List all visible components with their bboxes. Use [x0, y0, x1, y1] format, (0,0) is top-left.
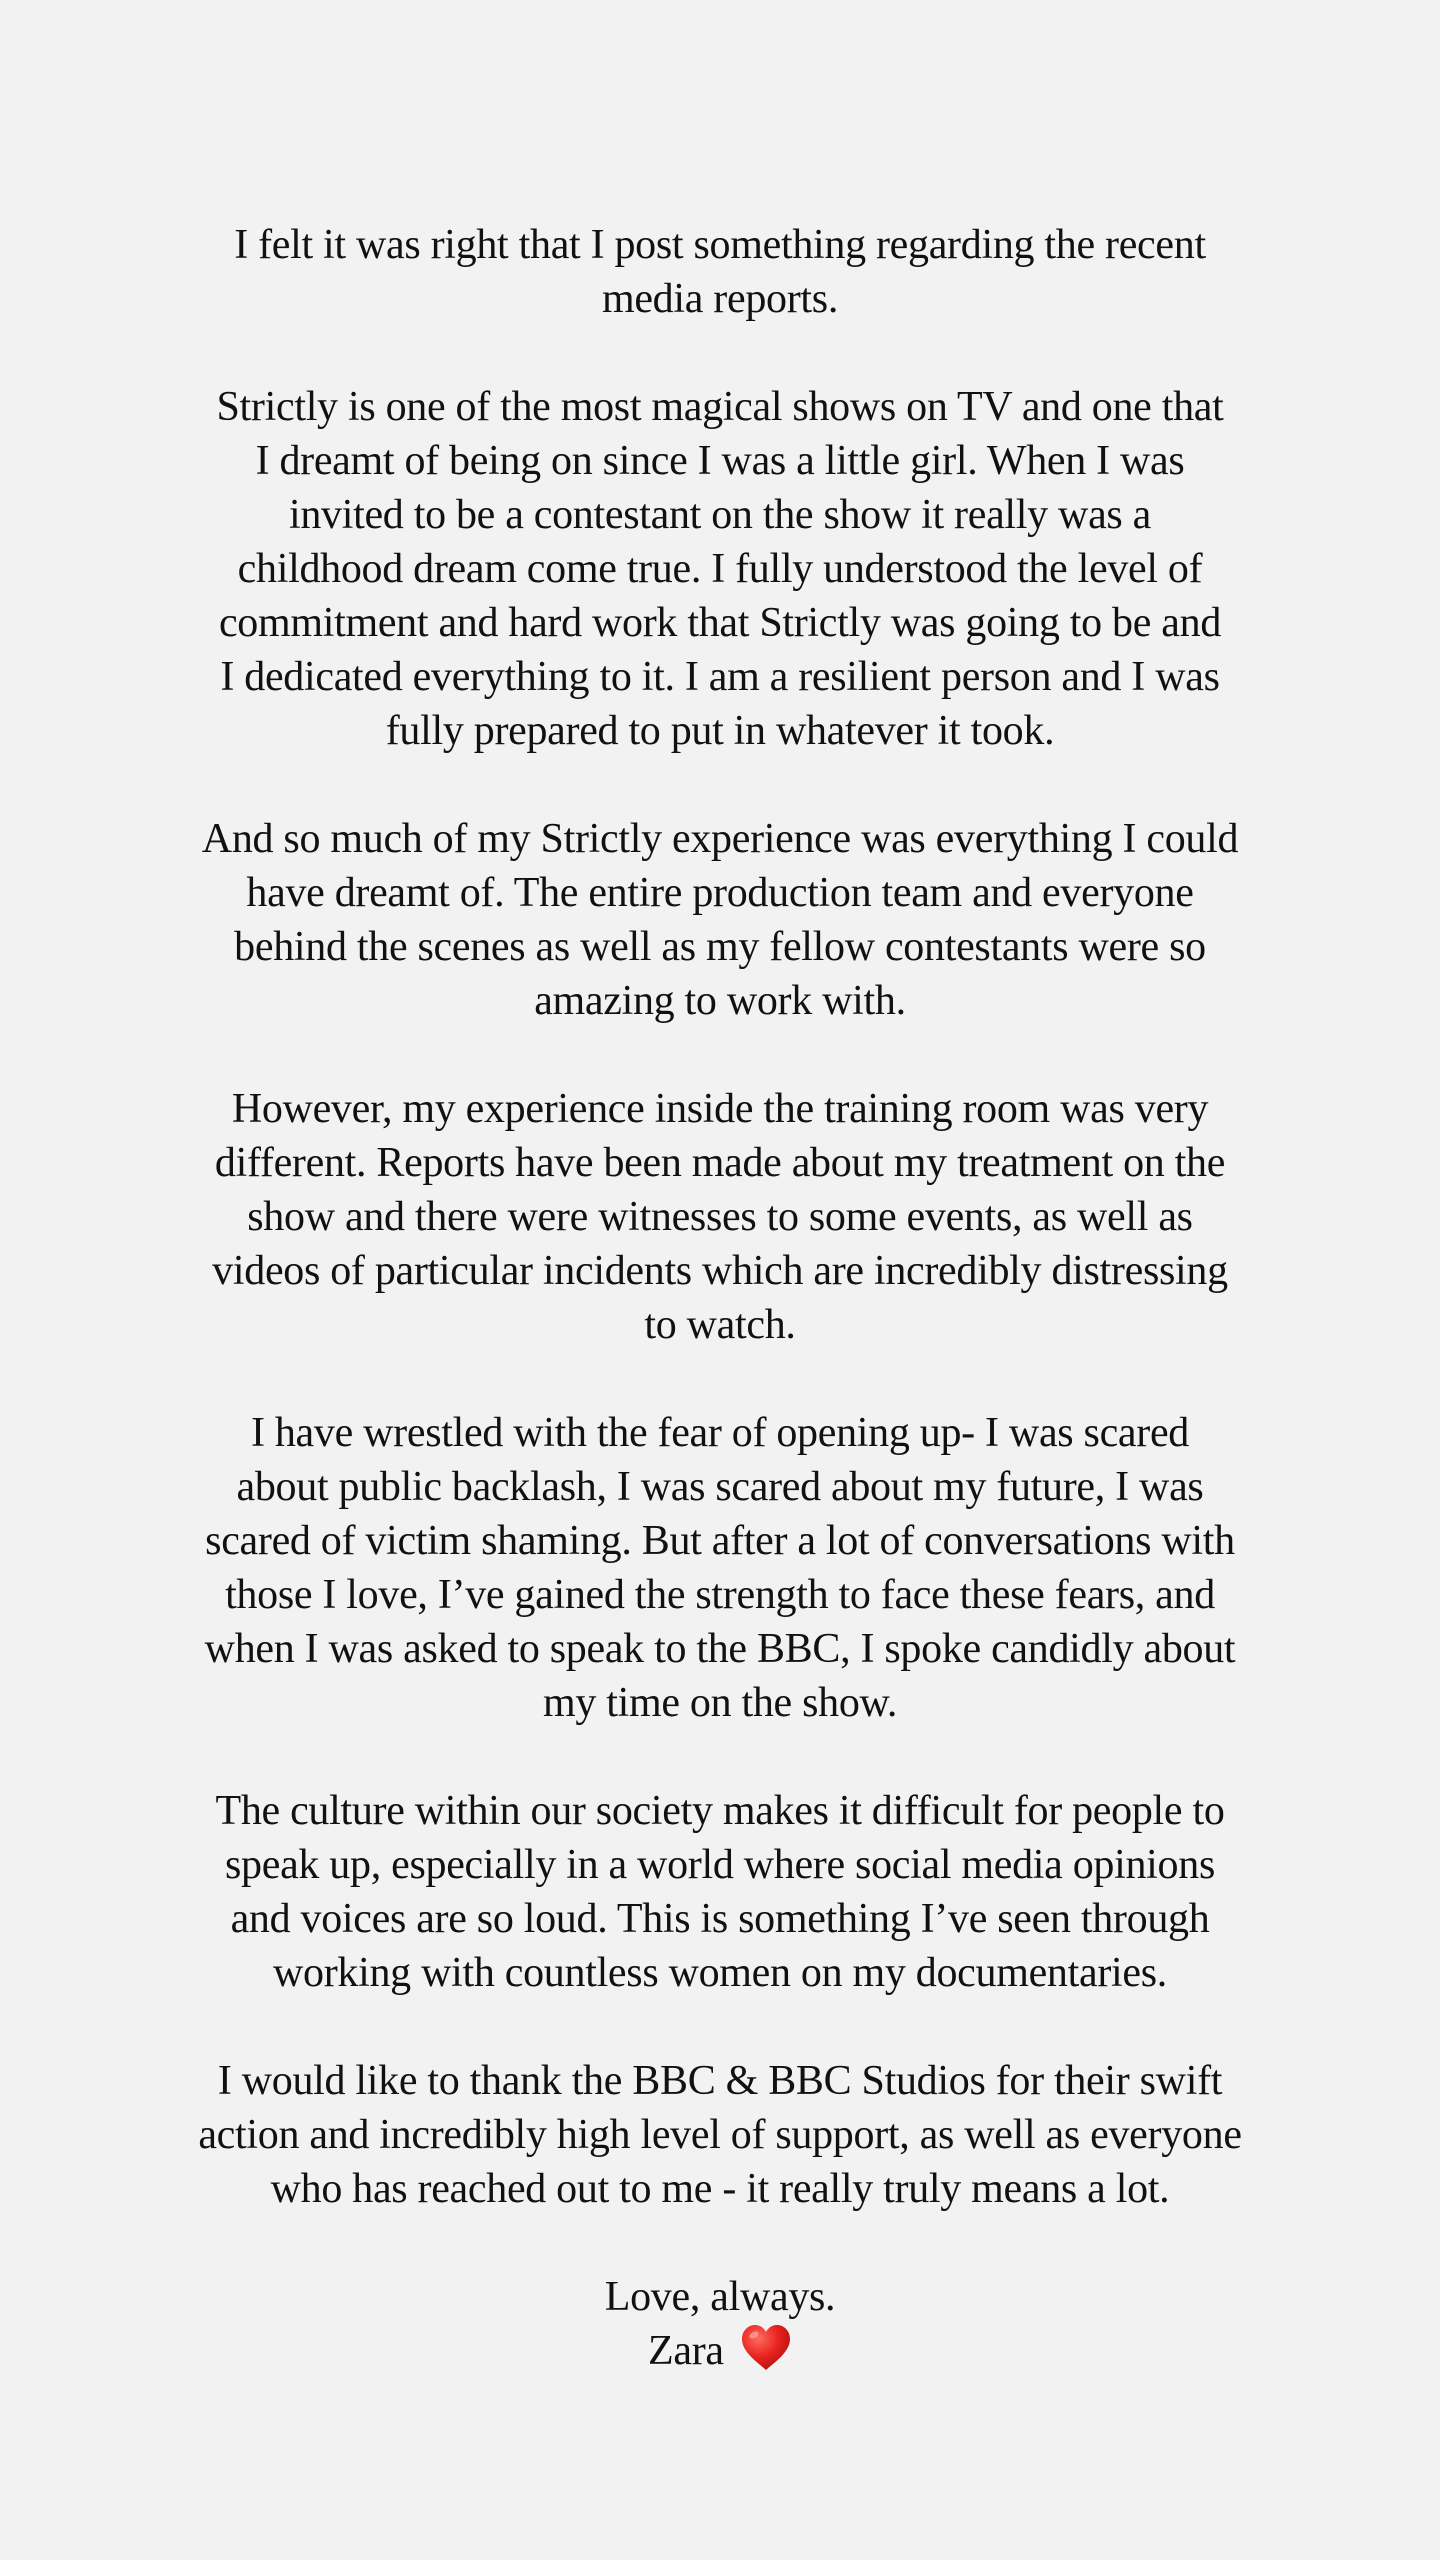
text-line: who has reached out to me - it really truly means a lot. — [270, 2166, 1170, 2212]
text-line: childhood dream come true. I fully understood the level of — [237, 546, 1203, 592]
text-line: Strictly is one of the most magical shows on TV and one that — [216, 384, 1224, 430]
text-line: I would like to thank the BBC & BBC Studios for their swift — [217, 2058, 1223, 2104]
text-line: I felt it was right that I post something regarding the recent — [234, 222, 1206, 268]
paragraph-opening-up — [0, 1406, 1440, 1730]
text-line: have dreamt of. The entire production team and everyone — [246, 870, 1194, 916]
text-line: fully prepared to put in whatever it took. — [385, 708, 1055, 754]
text-line: videos of particular incidents which are incredibly distressing — [212, 1248, 1228, 1294]
text-line: working with countless women on my documentaries. — [273, 1950, 1167, 1996]
text-line: speak up, especially in a world where social media opinions — [224, 1842, 1215, 1888]
text-line: different. Reports have been made about my treatment on the — [214, 1140, 1226, 1186]
text-line: And so much of my Strictly experience was everything I could — [201, 816, 1239, 862]
text-line: invited to be a contestant on the show it really was a — [288, 492, 1152, 538]
signoff — [0, 2270, 1440, 2378]
text-line: and voices are so loud. This is something I’ve seen through — [230, 1896, 1210, 1942]
text-line: my time on the show. — [542, 1680, 898, 1726]
text-line: I have wrestled with the fear of opening up- I was scared — [250, 1410, 1190, 1456]
signoff-name: Zara — [648, 2328, 724, 2374]
paragraph-experience — [0, 812, 1440, 1028]
signoff-name-line — [0, 2324, 1440, 2378]
text-line: However, my experience inside the training room was very — [231, 1086, 1209, 1132]
text-line: I dedicated everything to it. I am a resilient person and I was — [220, 654, 1220, 700]
text-line: about public backlash, I was scared about my future, I was — [236, 1464, 1204, 1510]
statement-text — [0, 218, 1440, 2378]
text-line: when I was asked to speak to the BBC, I spoke candidly about — [204, 1626, 1236, 1672]
text-line: behind the scenes as well as my fellow contestants were so — [234, 924, 1206, 970]
paragraph-intro — [0, 218, 1440, 326]
paragraph-culture — [0, 1784, 1440, 2000]
text-line: action and incredibly high level of support, as well as everyone — [198, 2112, 1242, 2158]
paragraph-training-room — [0, 1082, 1440, 1352]
text-line: commitment and hard work that Strictly was going to be and — [218, 600, 1222, 646]
text-line: I dreamt of being on since I was a little girl. When I was — [255, 438, 1185, 484]
text-line: to watch. — [644, 1302, 796, 1348]
text-line: The culture within our society makes it difficult for people to — [215, 1788, 1225, 1834]
text-line: those I love, I’ve gained the strength to face these fears, and — [225, 1572, 1215, 1618]
text-line: show and there were witnesses to some events, as well as — [247, 1194, 1193, 1240]
red-heart-icon — [740, 2324, 792, 2372]
text-line: amazing to work with. — [534, 978, 906, 1024]
text-line: media reports. — [601, 276, 839, 322]
paragraph-dream — [0, 380, 1440, 758]
signoff-closing: Love, always. — [604, 2274, 836, 2320]
paragraph-thanks — [0, 2054, 1440, 2216]
text-line: scared of victim shaming. But after a lot of conversations with — [205, 1518, 1235, 1564]
